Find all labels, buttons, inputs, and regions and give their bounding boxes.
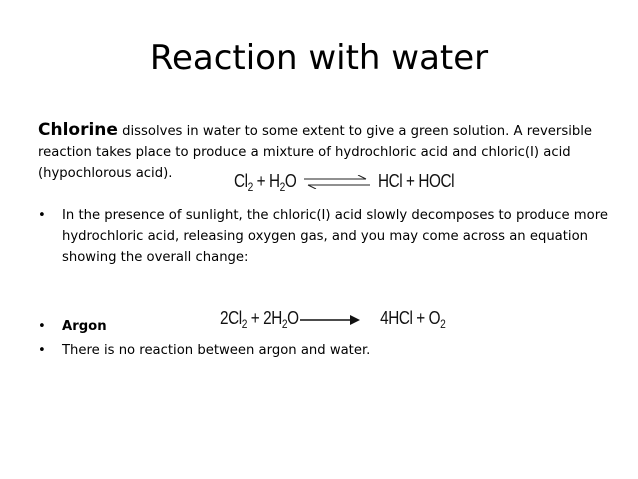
bullet-marker: • bbox=[38, 343, 46, 358]
bullet-text: Argon bbox=[62, 319, 107, 334]
bullet-marker: • bbox=[38, 319, 46, 334]
eq1-reactant-water: $H_2O$ bbox=[269, 171, 297, 194]
bullet-text: In the presence of sunlight, the chloric(I) acid slowly decomposes to produce more hydrochloric acid, releasing oxygen gas, and you may come across an equation showing the overall change: bbox=[62, 208, 608, 265]
eq1-reactant-chlorine: $Cl_2$ bbox=[234, 171, 253, 194]
chlorine-description: dissolves in water to some extent to give a green solution. A reversible reaction takes place to produce a mixture of hydrochloric acid and chloric(I) acid (hypochlorous acid). bbox=[38, 124, 593, 181]
eq2-products: $4HCl + O_2$ bbox=[380, 308, 446, 331]
equation-overall: $2Cl_2 + 2H_2O$ $4HCl + O_2$ bbox=[220, 308, 446, 331]
chlorine-heading: Chlorine bbox=[38, 120, 118, 140]
equation-reversible: $Cl_2 + H_2O$ HCl + HOCl bbox=[234, 171, 455, 194]
eq2-reactant-water: $2H_2O$ bbox=[263, 308, 299, 331]
bullet-text: There is no reaction between argon and water. bbox=[62, 343, 371, 358]
eq1-products: HCl + HOCl bbox=[377, 171, 455, 191]
eq2-reactant-chlorine: $2Cl_2$ bbox=[220, 308, 247, 331]
reversible-arrow-icon bbox=[302, 175, 372, 189]
slide-title: Reaction with water bbox=[149, 38, 489, 78]
bullet-marker: • bbox=[38, 208, 46, 223]
